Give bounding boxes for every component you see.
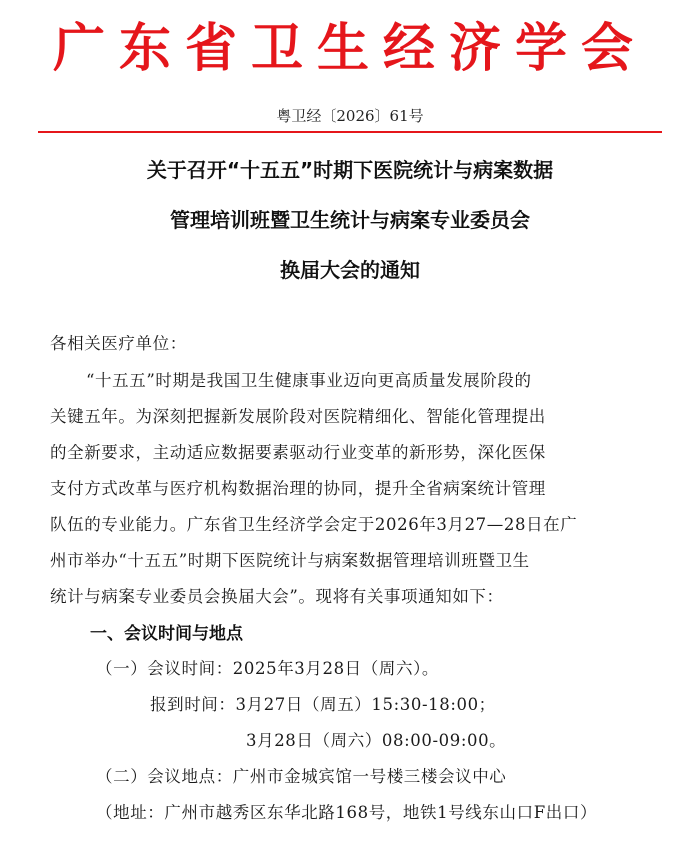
body-line: 队伍的专业能力。广东省卫生经济学会定于2026年3月27—28日在广 [50, 515, 578, 534]
venue-address-line: （地址：广州市越秀区东华北路168号，地铁1号线东山口F出口） [96, 803, 598, 822]
body-line: 州市举办“十五五”时期下医院统计与病案数据管理培训班暨卫生 [50, 551, 530, 570]
salutation: 各相关医疗单位： [50, 334, 187, 353]
notice-title-line-1: 关于召开“十五五”时期下医院统计与病案数据 [146, 158, 554, 182]
section-heading-time-venue: 一、会议时间与地点 [90, 624, 243, 644]
checkin-time-line-1: 报到时间：3月27日（周五）15:30-18:00； [150, 695, 496, 714]
meeting-time-line: （一）会议时间：2025年3月28日（周六）。 [96, 659, 440, 678]
body-line: 的全新要求，主动适应数据要素驱动行业变革的新形势，深化医保 [50, 443, 546, 462]
letterhead-red-rule [38, 131, 662, 133]
body-line: “十五五”时期是我国卫生健康事业迈向更高质量发展阶段的 [86, 371, 532, 390]
meeting-venue-line: （二）会议地点：广州市金城宾馆一号楼三楼会议中心 [96, 767, 507, 786]
notice-title-line-2: 管理培训班暨卫生统计与病案专业委员会 [170, 208, 530, 232]
body-line: 统计与病案专业委员会换届大会”。现将有关事项通知如下： [50, 587, 504, 606]
checkin-time-line-2: 3月28日（周六）08:00-09:00。 [246, 731, 507, 750]
letterhead-org-name: 广东省卫生经济学会 [52, 18, 647, 79]
body-line: 支付方式改革与医疗机构数据治理的协同，提升全省病案统计管理 [50, 479, 546, 498]
document-number: 粤卫经〔2026〕61号 [276, 107, 424, 125]
notice-title-line-3: 换届大会的通知 [280, 258, 420, 282]
body-line: 关键五年。为深刻把握新发展阶段对医院精细化、智能化管理提出 [50, 407, 546, 426]
